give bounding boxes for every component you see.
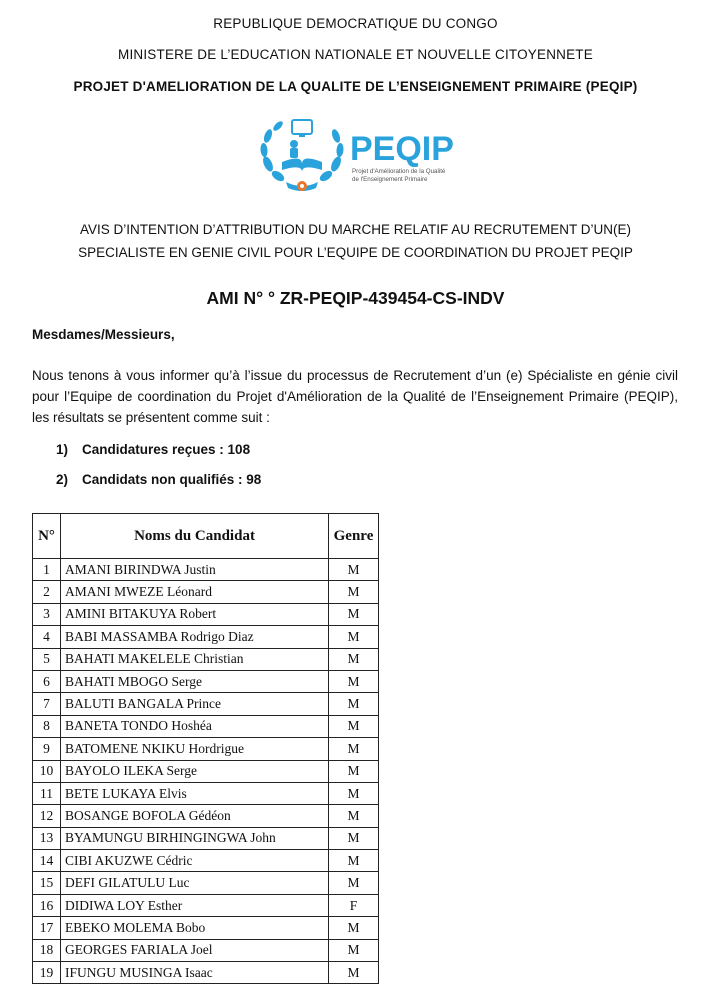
row-number-cell: 3 — [33, 603, 61, 625]
gender-cell: M — [329, 715, 379, 737]
column-header-gender: Genre — [329, 514, 379, 559]
table-row — [33, 760, 379, 782]
candidate-name-cell: AMANI BIRINDWA Justin — [61, 559, 329, 581]
row-number-cell: 7 — [33, 693, 61, 715]
table-row — [33, 962, 379, 984]
table-row — [33, 693, 379, 715]
row-number-cell: 9 — [33, 738, 61, 760]
row-number-cell: 10 — [33, 760, 61, 782]
candidate-name-cell: BYAMUNGU BIRHINGINGWA John — [61, 827, 329, 849]
row-number-cell: 8 — [33, 715, 61, 737]
gender-cell: M — [329, 559, 379, 581]
reference-number: AMI N° ° ZR-PEQIP-439454-CS-INDV — [206, 288, 505, 308]
table-row — [33, 670, 379, 692]
table-header-row — [33, 514, 379, 559]
table-row — [33, 872, 379, 894]
row-number-cell: 15 — [33, 872, 61, 894]
intro-paragraph: Nous tenons à vous informer qu’à l’issue du processus de Recrutement d’un (e) Spécialiste en génie civil pour l’Equipe de coordination du Projet d'Amélioration de la Qualité de l’Enseignement Primaire (PEQIP), les résultats se présentent comme suit : — [32, 368, 678, 425]
table-row — [33, 603, 379, 625]
candidate-name-cell: DIDIWA LOY Esther — [61, 894, 329, 916]
gender-cell: M — [329, 760, 379, 782]
gender-cell: M — [329, 917, 379, 939]
column-header-number: N° — [33, 514, 61, 559]
gender-cell: M — [329, 603, 379, 625]
table-row — [33, 715, 379, 737]
svg-text:Projet d'Amélioration de la Qu: Projet d'Amélioration de la Qualité — [352, 168, 446, 175]
gender-cell: M — [329, 581, 379, 603]
table-row — [33, 894, 379, 916]
row-number-cell: 5 — [33, 648, 61, 670]
peqip-logo — [248, 112, 464, 198]
table-row — [33, 827, 379, 849]
ministry-heading: MINISTERE DE L’EDUCATION NATIONALE ET NOUVELLE CITOYENNETE — [118, 47, 593, 62]
gender-cell: M — [329, 939, 379, 961]
gender-cell: M — [329, 805, 379, 827]
gender-cell: M — [329, 850, 379, 872]
candidate-name-cell: DEFI GILATULU Luc — [61, 872, 329, 894]
salutation: Mesdames/Messieurs, — [32, 327, 175, 342]
row-number-cell: 11 — [33, 782, 61, 804]
row-number-cell: 12 — [33, 805, 61, 827]
row-number-cell: 13 — [33, 827, 61, 849]
notice-title-line2: SPECIALISTE EN GENIE CIVIL POUR L’EQUIPE DE COORDINATION DU PROJET PEQIP — [78, 245, 633, 260]
list-item-number: 2) — [56, 472, 69, 487]
candidate-name-cell: GEORGES FARIALA Joel — [61, 939, 329, 961]
project-heading: PROJET D'AMELIORATION DE LA QUALITE DE L’ENSEIGNEMENT PRIMAIRE (PEQIP) — [73, 79, 638, 94]
table-row — [33, 738, 379, 760]
gender-cell: M — [329, 962, 379, 984]
row-number-cell: 1 — [33, 559, 61, 581]
gender-cell: M — [329, 827, 379, 849]
table-row — [33, 805, 379, 827]
table-row — [33, 939, 379, 961]
candidate-name-cell: AMANI MWEZE Léonard — [61, 581, 329, 603]
gender-cell: F — [329, 894, 379, 916]
candidates-table — [32, 513, 379, 984]
candidate-name-cell: IFUNGU MUSINGA Isaac — [61, 962, 329, 984]
row-number-cell: 4 — [33, 626, 61, 648]
list-item-text: Candidatures reçues : 108 — [82, 442, 251, 457]
row-number-cell: 17 — [33, 917, 61, 939]
table-body — [33, 559, 379, 984]
column-header-name: Noms du Candidat — [61, 514, 329, 559]
gender-cell: M — [329, 648, 379, 670]
row-number-cell: 2 — [33, 581, 61, 603]
country-heading: REPUBLIQUE DEMOCRATIQUE DU CONGO — [213, 16, 498, 31]
table-row — [33, 850, 379, 872]
row-number-cell: 19 — [33, 962, 61, 984]
candidate-name-cell: BAHATI MBOGO Serge — [61, 670, 329, 692]
list-item-text: Candidats non qualifiés : 98 — [82, 472, 262, 487]
candidate-name-cell: BETE LUKAYA Elvis — [61, 782, 329, 804]
candidate-name-cell: BANETA TONDO Hoshéa — [61, 715, 329, 737]
candidate-name-cell: AMINI BITAKUYA Robert — [61, 603, 329, 625]
list-item-number: 1) — [56, 442, 69, 457]
candidate-name-cell: BAHATI MAKELELE Christian — [61, 648, 329, 670]
candidate-name-cell: BATOMENE NKIKU Hordrigue — [61, 738, 329, 760]
gender-cell: M — [329, 670, 379, 692]
table-row — [33, 581, 379, 603]
svg-text:PEQIP: PEQIP — [350, 130, 454, 168]
gender-cell: M — [329, 872, 379, 894]
gender-cell: M — [329, 693, 379, 715]
table-row — [33, 626, 379, 648]
candidate-name-cell: BOSANGE BOFOLA Gédéon — [61, 805, 329, 827]
table-row — [33, 917, 379, 939]
candidate-name-cell: BAYOLO ILEKA Serge — [61, 760, 329, 782]
gender-cell: M — [329, 782, 379, 804]
svg-text:de l'Enseignement Primaire: de l'Enseignement Primaire — [352, 176, 428, 183]
row-number-cell: 16 — [33, 894, 61, 916]
table-row — [33, 648, 379, 670]
table-row — [33, 559, 379, 581]
row-number-cell: 14 — [33, 850, 61, 872]
list-item-received — [56, 442, 250, 457]
gender-cell: M — [329, 738, 379, 760]
list-item-unqualified — [56, 472, 261, 487]
notice-title-line1: AVIS D’INTENTION D’ATTRIBUTION DU MARCHE RELATIF AU RECRUTEMENT D’UN(E) — [79, 222, 632, 237]
row-number-cell: 6 — [33, 670, 61, 692]
candidate-name-cell: BALUTI BANGALA Prince — [61, 693, 329, 715]
gender-cell: M — [329, 626, 379, 648]
candidate-name-cell: CIBI AKUZWE Cédric — [61, 850, 329, 872]
row-number-cell: 18 — [33, 939, 61, 961]
candidate-name-cell: BABI MASSAMBA Rodrigo Diaz — [61, 626, 329, 648]
table-row — [33, 782, 379, 804]
candidate-name-cell: EBEKO MOLEMA Bobo — [61, 917, 329, 939]
